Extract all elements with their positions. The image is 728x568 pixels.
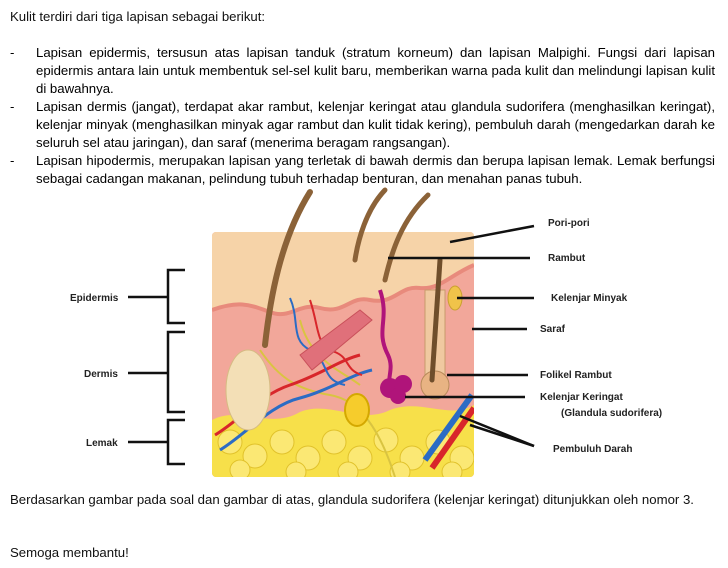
- label-dermis: Dermis: [84, 369, 118, 380]
- bullet-dash: -: [10, 153, 15, 168]
- left-brackets: [128, 270, 185, 464]
- label-saraf: Saraf: [540, 324, 566, 335]
- skin-diagram: [0, 180, 728, 485]
- bullet-dash: -: [10, 45, 15, 60]
- bullet-text: Lapisan epidermis, tersusun atas lapisan tanduk (stratum korneum) dan lapisan Malpighi. Fungsi dari lapisan epidermis antara lain untuk membentuk sel-sel kulit baru, memberikan warna pada kulit dan melindungi lapisan kulit di bawahnya.: [36, 45, 715, 96]
- label-folikel: Folikel Rambut: [540, 370, 612, 381]
- corpuscle: [345, 394, 369, 426]
- thanks-text: Semoga membantu!: [10, 545, 129, 560]
- label-pori: Pori-pori: [548, 218, 590, 229]
- label-rambut: Rambut: [548, 253, 586, 264]
- label-kelenjar-keringat: Kelenjar Keringat: [540, 392, 623, 403]
- bullet-dash: -: [10, 99, 15, 114]
- bullet-text: Lapisan dermis (jangat), terdapat akar rambut, kelenjar keringat atau glandula sudorifera (menghasilkan keringat), kelenjar minyak (menghasilkan minyak agar rambut dan kulit tidak kering), pembuluh darah (mengedarkan darah ke seluruh sel atau jaringan), dan saraf (menerima beragam rangsangan).: [36, 99, 715, 150]
- bullet-epidermis: [10, 44, 715, 98]
- label-glandula: (Glandula sudorifera): [561, 408, 663, 419]
- conclusion-text: Berdasarkan gambar pada soal dan gambar di atas, glandula sudorifera (kelenjar keringat) ditunjukkan oleh nomor 3.: [10, 492, 694, 507]
- label-kelenjar-minyak: Kelenjar Minyak: [551, 293, 628, 304]
- bullet-dermis: [10, 98, 715, 152]
- label-lemak: Lemak: [86, 438, 118, 449]
- bullet-text: Lapisan hipodermis, merupakan lapisan yang terletak di bawah dermis dan berupa lapisan lemak. Lemak berfungsi sebagai cadangan makanan, pelindung tubuh terhadap benturan, dan menahan panas tubuh.: [36, 153, 715, 186]
- label-pembuluh: Pembuluh Darah: [553, 444, 633, 455]
- intro-text: Kulit terdiri dari tiga lapisan sebagai berikut:: [10, 9, 266, 24]
- follicle-left: [226, 350, 270, 430]
- label-epidermis: Epidermis: [70, 293, 119, 304]
